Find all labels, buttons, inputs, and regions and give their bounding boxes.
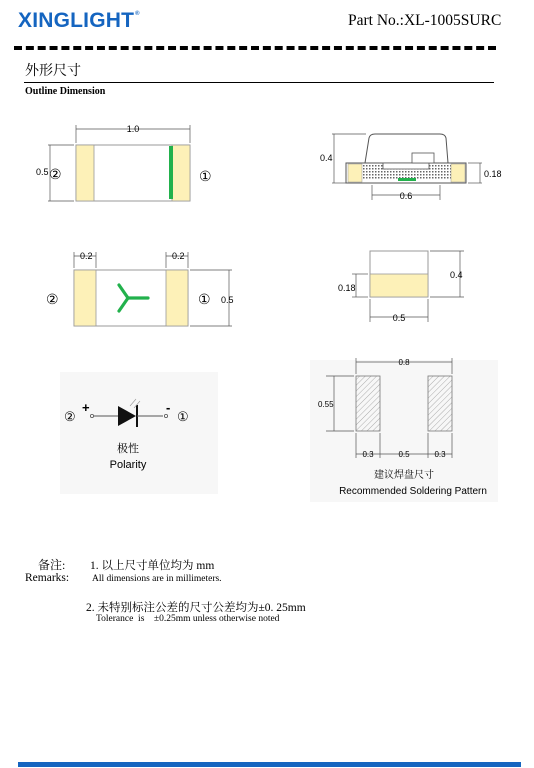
side-view-pad-width: 0.6: [399, 191, 413, 201]
bottom-view-pad-right: 0.2: [172, 251, 185, 261]
polarity-minus: -: [166, 400, 171, 415]
footer-bar: [18, 762, 521, 767]
end-view-height: 0.4: [450, 270, 463, 280]
remark-1-cn: 1. 以上尺寸单位均为 mm: [90, 560, 215, 572]
end-view: [338, 251, 464, 323]
remarks-label-cn: 备注:: [38, 558, 66, 572]
end-view-width: 0.5: [392, 313, 406, 323]
remark-2-cn: 2. 未特别标注公差的尺寸公差均为±0. 25mm: [86, 602, 306, 614]
top-view-width: 0.5: [36, 167, 49, 177]
polarity-label-en: Polarity: [109, 459, 147, 471]
soldering-label-en: Recommended Soldering Pattern: [339, 486, 487, 497]
side-view-height: 0.4: [320, 153, 333, 163]
polarity-diagram: [60, 372, 218, 494]
top-view-pad-right: [172, 145, 190, 201]
solder-pad-right: [428, 376, 452, 431]
section-title-en: Outline Dimension: [25, 86, 106, 97]
section-title-cn: 外形尺寸: [25, 63, 81, 79]
top-view-pin1: ①: [199, 168, 212, 184]
remarks-label-en: Remarks:: [25, 572, 70, 584]
registered-mark: ®: [135, 11, 140, 17]
solder-height: 0.55: [318, 400, 334, 409]
top-view-length: 1.0: [126, 124, 140, 134]
top-view: [36, 124, 212, 201]
top-view-pad-left: [76, 145, 94, 201]
cathode-mark: [169, 146, 173, 199]
solder-pad-left: [356, 376, 380, 431]
bottom-view-pin1: ①: [198, 291, 211, 307]
side-view-pad-height: 0.18: [484, 169, 502, 179]
bottom-view-pin2: ②: [46, 291, 59, 307]
part-number: Part No.:XL-1005SURC: [348, 12, 502, 29]
polarity-plus: +: [82, 400, 90, 415]
solder-pad-width-right: 0.3: [434, 450, 446, 459]
side-view: [320, 134, 502, 201]
remark-1-en: All dimensions are in millimeters.: [92, 574, 222, 584]
soldering-label-cn: 建议焊盘尺寸: [374, 470, 434, 481]
polarity-label-cn: 极性: [117, 443, 139, 455]
solder-pad-width-left: 0.3: [362, 450, 374, 459]
end-view-pad-height: 0.18: [338, 283, 356, 293]
bottom-view-width: 0.5: [221, 295, 234, 305]
polarity-pin1: ①: [177, 409, 189, 424]
polarity-pin2: ②: [64, 409, 76, 424]
top-view-pin2: ②: [49, 166, 62, 182]
remark-2-en: Tolerance is ±0.25mm unless otherwise noted: [96, 614, 280, 624]
bottom-view: [46, 251, 234, 326]
soldering-pattern: [310, 358, 498, 502]
bottom-view-pad-left: 0.2: [80, 251, 93, 261]
solder-span: 0.8: [398, 358, 410, 367]
solder-gap: 0.5: [398, 450, 410, 459]
brand-name: XINGLIGHT: [18, 9, 135, 32]
